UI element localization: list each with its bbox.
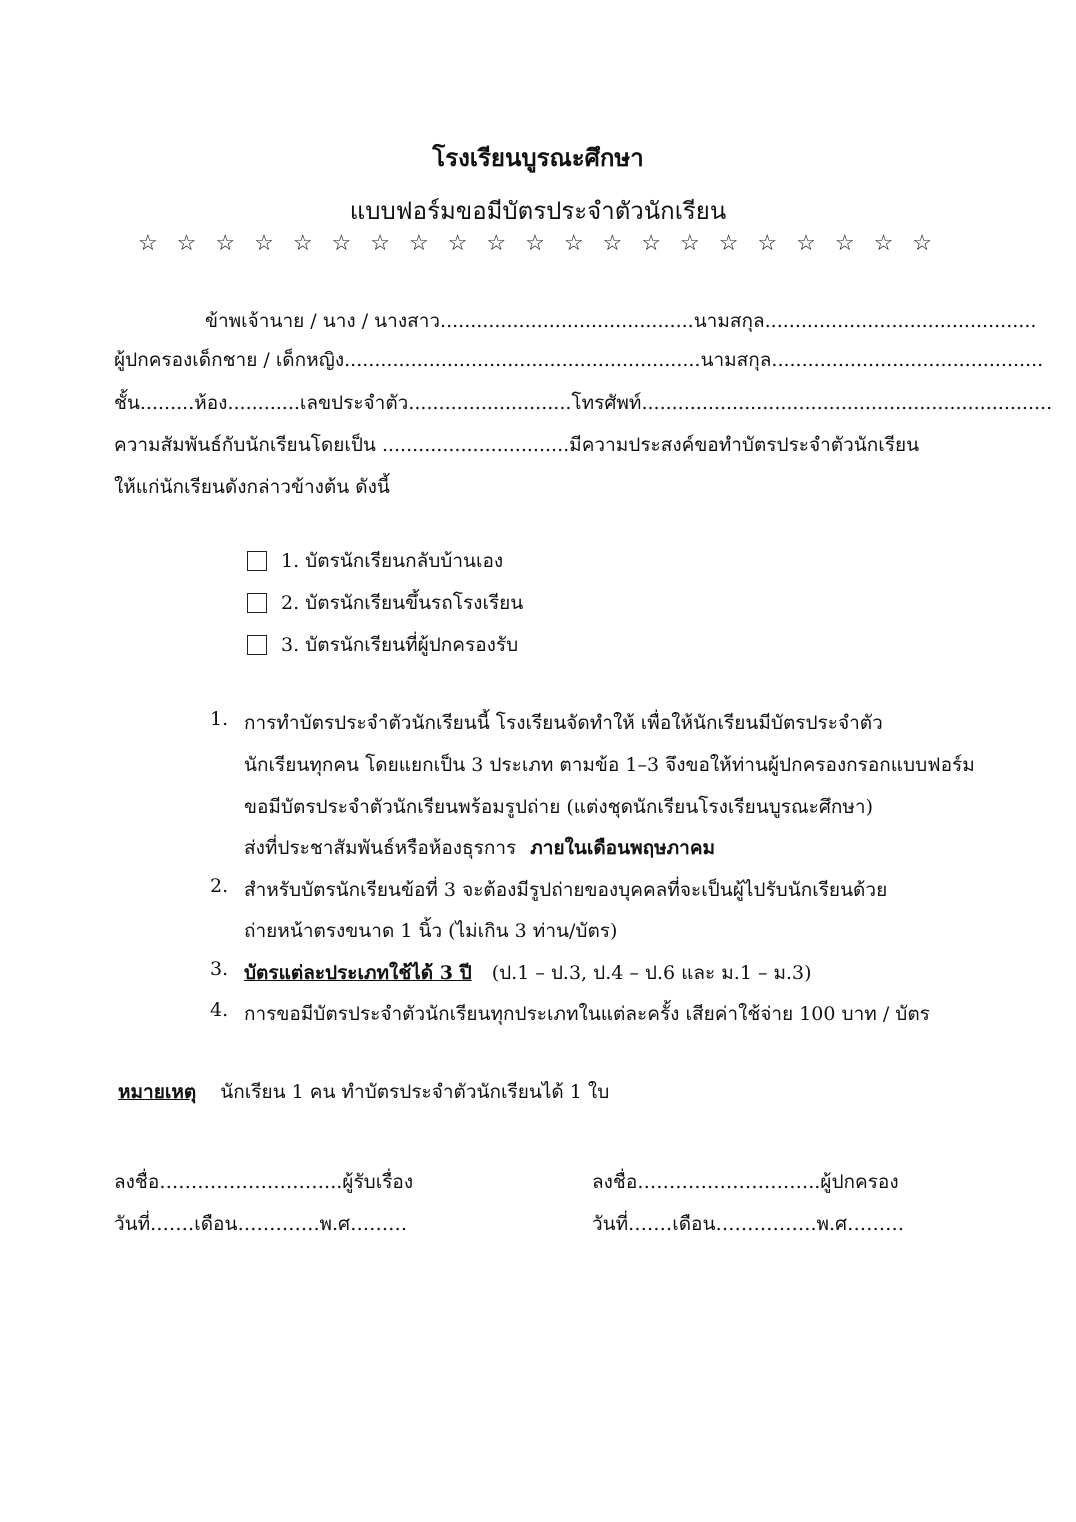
student-name-line[interactable]: ผู้ปกครองเด็กชาย / เด็กหญิง...........................................................นามสกุล............................................. [114,349,1044,371]
class-room-phone-line[interactable]: ชั้น.........ห้อง............เลขประจำตัว...........................โทรศัพท์.................................................................... [114,392,1053,414]
note-2-number: 2. [210,875,229,897]
parent-date-line[interactable]: วันที่.……เดือน…………….พ.ศ……… [592,1213,905,1235]
option-school-bus[interactable] [247,588,523,618]
deadline-text: ภายในเดือนพฤษภาคม [530,837,716,859]
receiver-signature-line[interactable]: ลงชื่อ………………………..ผู้รับเรื่อง [114,1171,414,1193]
note-3-number: 3. [210,958,229,980]
star-divider: ☆ ☆ ☆ ☆ ☆ ☆ ☆ ☆ ☆ ☆ ☆ ☆ ☆ ☆ ☆ ☆ ☆ ☆ ☆ ☆ ☆ [137,231,939,256]
note-1-number: 1. [210,708,229,730]
note-1-line-4 [244,833,715,863]
remark-text: นักเรียน 1 คน ทำบัตรประจำตัวนักเรียนได้ 1 ใบ [220,1081,610,1103]
note-4-number: 4. [210,999,229,1021]
validity-text: บัตรแต่ละประเภทใช้ได้ 3 ปี [244,962,472,984]
parent-signature-line[interactable]: ลงชื่อ………………………..ผู้ปกครอง [592,1171,899,1193]
school-name: โรงเรียนบูรณะศึกษา [432,143,644,172]
option-walk-home[interactable] [247,546,503,576]
checkbox[interactable] [247,593,267,613]
note-1-line-2: นักเรียนทุกคน โดยแยกเป็น 3 ประเภท ตามข้อ 1–3 จึงขอให้ท่านผู้ปกครองกรอกแบบฟอร์ม [244,754,975,776]
remark [118,1077,609,1107]
note-3-line [244,958,812,988]
relationship-line[interactable]: ความสัมพันธ์กับนักเรียนโดยเป็น ...............................มีความประสงค์ขอทำบัตรประจำตัวนักเรียน [114,434,920,456]
option-parent-pickup[interactable] [247,630,518,660]
remark-label: หมายเหตุ [118,1081,197,1103]
note-2-line-1: สำหรับบัตรนักเรียนข้อที่ 3 จะต้องมีรูปถ่ายของบุคคลที่จะเป็นผู้ไปรับนักเรียนด้วย [244,879,888,901]
intro-continuation: ให้แก่นักเรียนดังกล่าวข้างต้น ดังนี้ [114,476,390,498]
applicant-name-line[interactable]: ข้าพเจ้านาย / นาง / นางสาว..........................................นามสกุล............................................. [205,310,1037,332]
form-title: แบบฟอร์มขอมีบัตรประจำตัวนักเรียน [349,197,727,225]
note-1-line-3: ขอมีบัตรประจำตัวนักเรียนพร้อมรูปถ่าย (แต่งชุดนักเรียนโรงเรียนบูรณะศึกษา) [244,796,873,818]
checkbox[interactable] [247,551,267,571]
note-2-line-2: ถ่ายหน้าตรงขนาด 1 นิ้ว (ไม่เกิน 3 ท่าน/บัตร) [244,920,618,942]
note-1-line-4-text: ส่งที่ประชาสัมพันธ์หรือห้องธุรการ [244,837,517,859]
option-label: 1. บัตรนักเรียนกลับบ้านเอง [281,550,504,572]
checkbox[interactable] [247,635,267,655]
validity-range: (ป.1 – ป.3, ป.4 – ป.6 และ ม.1 – ม.3) [491,962,812,984]
note-4-line: การขอมีบัตรประจำตัวนักเรียนทุกประเภทในแต่ละครั้ง เสียค่าใช้จ่าย 100 บาท / บัตร [244,1003,930,1025]
option-label: 3. บัตรนักเรียนที่ผู้ปกครองรับ [281,634,519,656]
receiver-date-line[interactable]: วันที่.……เดือน………….พ.ศ……… [114,1213,408,1235]
option-label: 2. บัตรนักเรียนขึ้นรถโรงเรียน [281,592,524,614]
note-1-line-1: การทำบัตรประจำตัวนักเรียนนี้ โรงเรียนจัดทำให้ เพื่อให้นักเรียนมีบัตรประจำตัว [244,712,883,734]
